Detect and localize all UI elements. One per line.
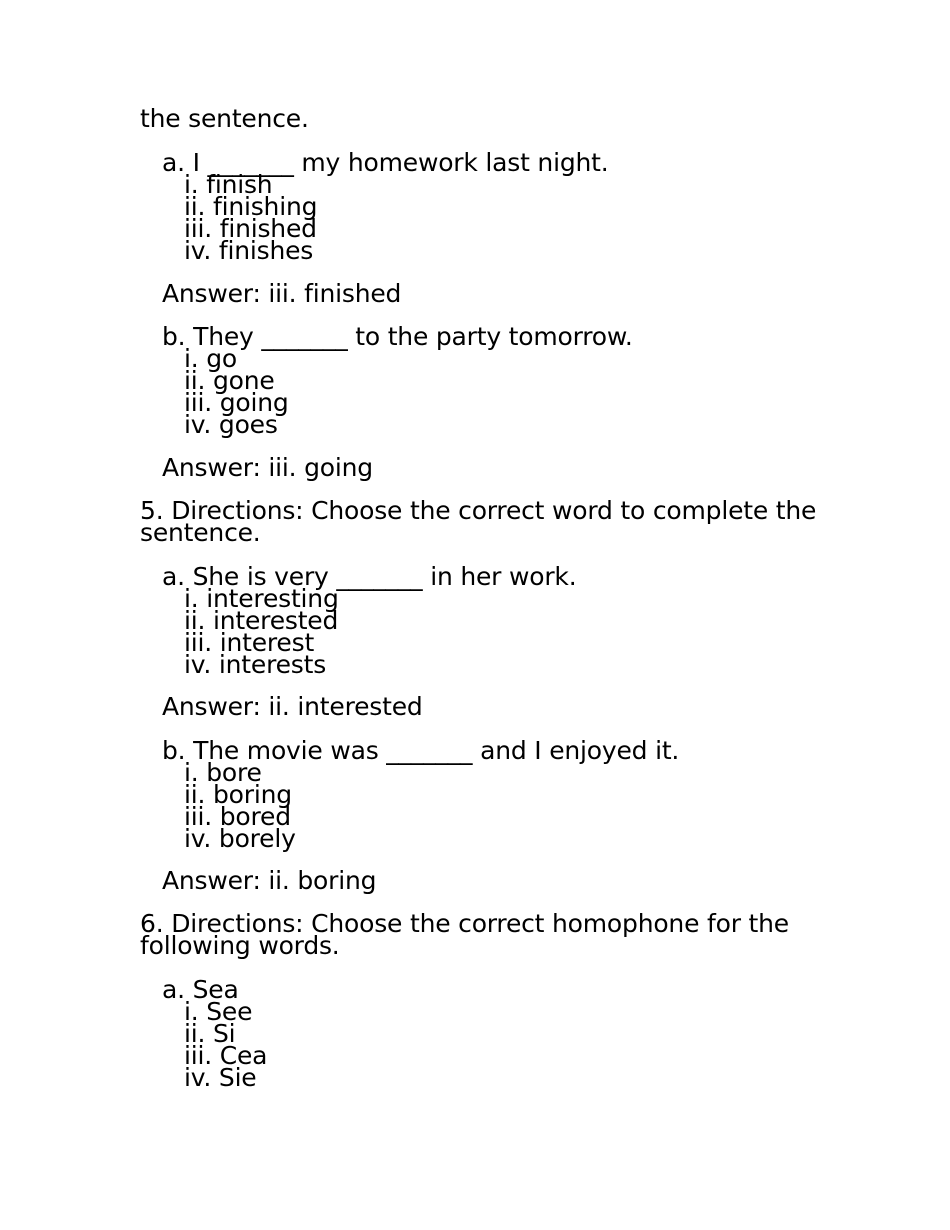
answer-text: Answer: iii. finished — [162, 279, 402, 308]
answer-text: Answer: ii. boring — [162, 866, 377, 895]
option-item: iv. Sie — [184, 1063, 257, 1092]
question-prompt: a. I _______ my homework last night. — [162, 148, 609, 177]
option-item: iii. Cea — [184, 1041, 268, 1070]
option-item: iv. borely — [184, 824, 296, 853]
option-item: i. See — [184, 997, 253, 1026]
directions-heading-cont: following words. — [140, 931, 340, 960]
option-item: iv. interests — [184, 650, 327, 679]
option-item: ii. gone — [184, 366, 275, 395]
question-prompt: a. She is very _______ in her work. — [162, 562, 577, 591]
option-item: ii. interested — [184, 606, 339, 635]
question-prompt: b. The movie was _______ and I enjoyed it. — [162, 736, 680, 765]
continuation-text: the sentence. — [140, 104, 309, 133]
option-item: iii. finished — [184, 214, 317, 243]
option-item: ii. Si — [184, 1019, 236, 1048]
option-item: i. interesting — [184, 584, 339, 613]
option-item: iii. going — [184, 388, 289, 417]
directions-heading: 6. Directions: Choose the correct homophone for the — [140, 909, 789, 938]
question-prompt: b. They _______ to the party tomorrow. — [162, 322, 633, 351]
answer-text: Answer: iii. going — [162, 453, 373, 482]
option-item: i. bore — [184, 758, 262, 787]
option-item: ii. boring — [184, 780, 292, 809]
directions-heading: 5. Directions: Choose the correct word to complete the — [140, 496, 817, 525]
question-prompt: a. Sea — [162, 975, 239, 1004]
answer-text: Answer: ii. interested — [162, 692, 423, 721]
option-item: ii. finishing — [184, 192, 318, 221]
option-item: iv. goes — [184, 410, 278, 439]
option-item: iv. finishes — [184, 236, 314, 265]
option-item: i. finish — [184, 170, 273, 199]
directions-heading-cont: sentence. — [140, 518, 261, 547]
option-item: iii. bored — [184, 802, 291, 831]
option-item: i. go — [184, 344, 238, 373]
option-item: iii. interest — [184, 628, 315, 657]
